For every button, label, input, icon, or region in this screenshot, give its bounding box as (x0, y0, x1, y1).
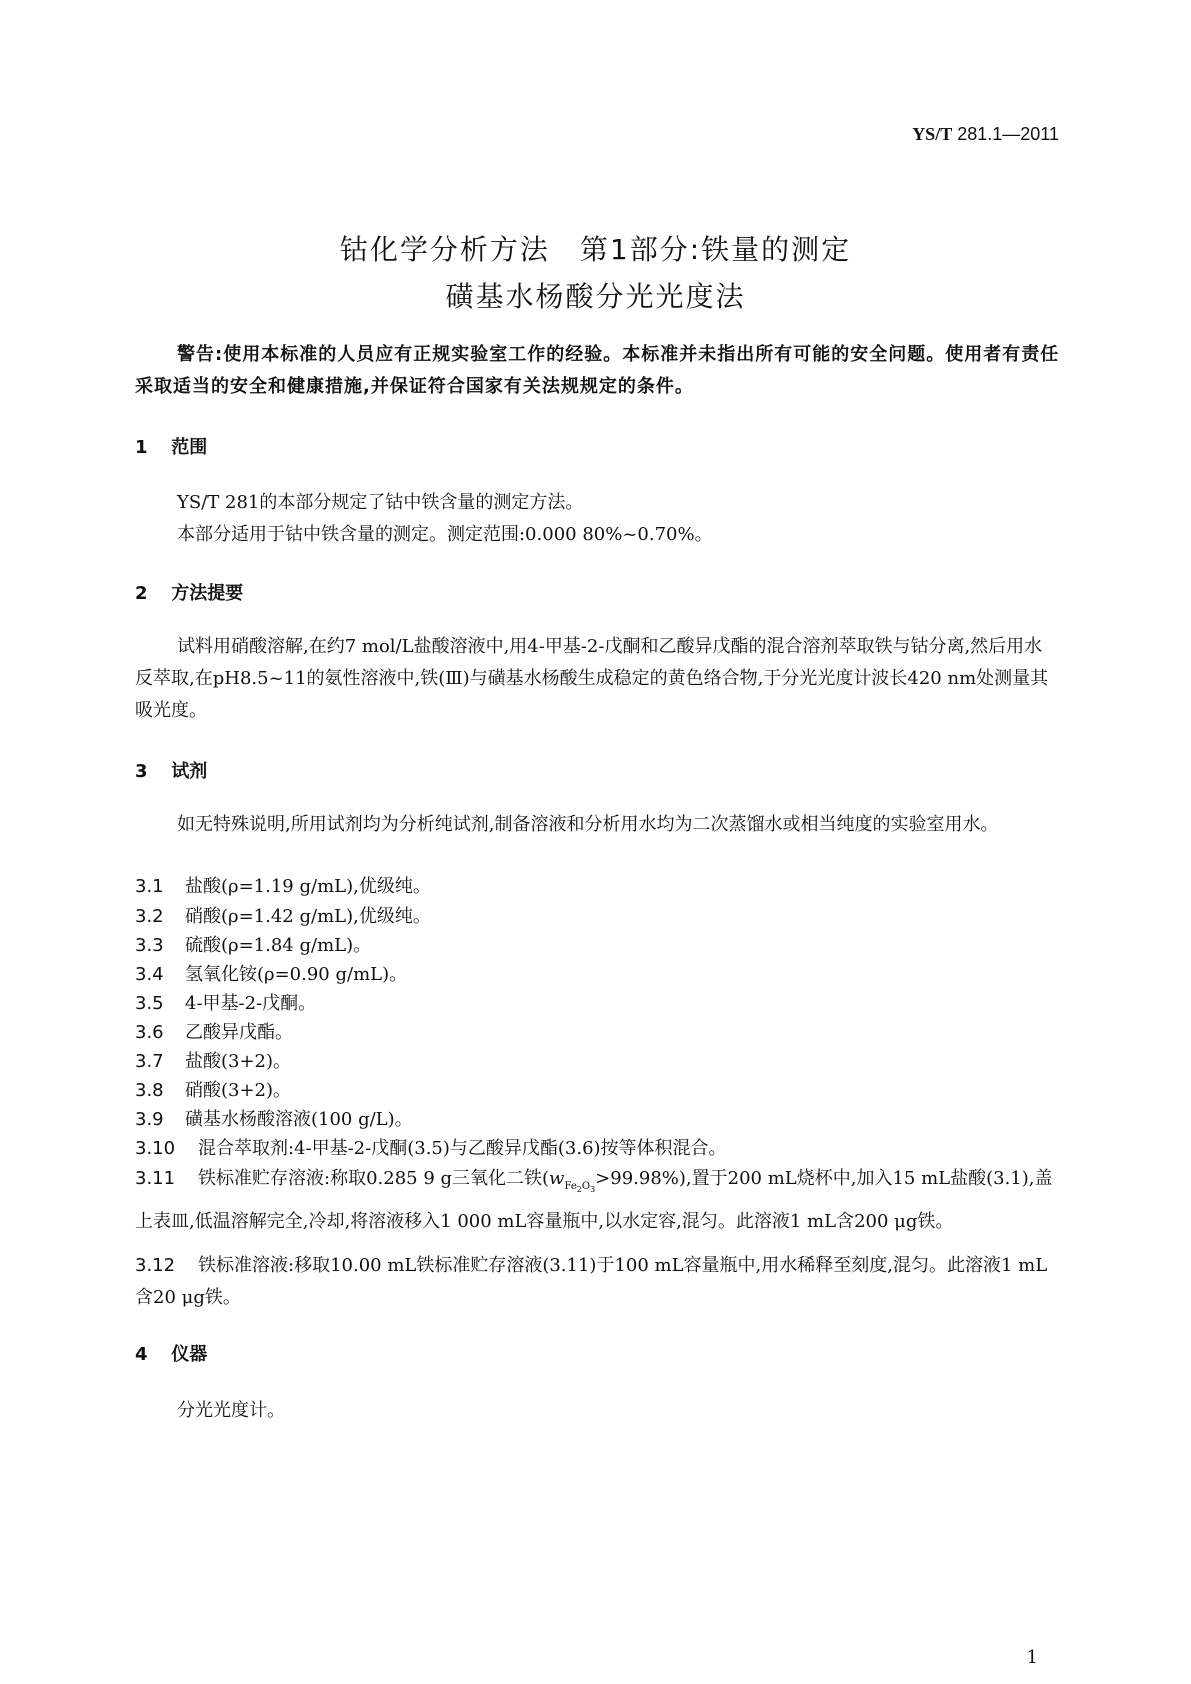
formula-2: 2 (576, 1184, 582, 1194)
reagent-text-part2: >99.98%),置于200 mL烧杯中,加入15 mL盐酸(3.1),盖上表皿,低温溶解完全,冷却,将溶液移入1 000 mL容量瓶中,以水定容,混匀。此溶液1 mL含200 μg铁。 (135, 1168, 1053, 1232)
reagent-number: 3.5 (135, 993, 164, 1014)
page-number: 1 (1026, 1647, 1038, 1668)
reagent-number: 3.6 (135, 1022, 164, 1043)
reagent-item (135, 959, 1060, 991)
section-title: 试剂 (171, 761, 208, 782)
reagent-text: 磺基水杨酸溶液(100 g/L)。 (185, 1109, 413, 1130)
section-heading-scope (135, 433, 207, 459)
reagent-number: 3.2 (135, 906, 164, 927)
reagent-number: 3.3 (135, 935, 164, 956)
reagent-number: 3.4 (135, 964, 164, 985)
scope-paragraph-2: 本部分适用于钴中铁含量的测定。测定范围:0.000 80%~0.70%。 (177, 524, 713, 545)
standard-code (912, 124, 1059, 145)
reagent-text: 硝酸(3+2)。 (185, 1080, 292, 1101)
section-number: 3 (135, 761, 148, 782)
reagent-text: 盐酸(3+2)。 (185, 1051, 292, 1072)
standard-number: 281.1—2011 (957, 124, 1059, 144)
reagent-item (135, 1017, 1060, 1049)
reagent-item (135, 901, 1060, 933)
reagent-text: 硫酸(ρ=1.84 g/mL)。 (185, 935, 372, 956)
warning-paragraph: 警告:使用本标准的人员应有正规实验室工作的经验。本标准并未指出所有可能的安全问题。使用者有责任采取适当的安全和健康措施,并保证符合国家有关法规规定的条件。 (135, 344, 1060, 397)
reagent-number: 3.12 (135, 1255, 176, 1276)
document-title-line1: 钴化学分析方法 第1部分:铁量的测定 (339, 233, 852, 266)
section-heading-reagents (135, 757, 207, 783)
reagent-item (135, 988, 1060, 1020)
section-number: 4 (135, 1344, 148, 1365)
reagent-item-iron-stock-solution (135, 1163, 1060, 1238)
instrument-paragraph: 分光光度计。 (177, 1400, 285, 1421)
reagent-text: 混合萃取剂:4-甲基-2-戊酮(3.5)与乙酸异戊酯(3.6)按等体积混合。 (198, 1138, 727, 1159)
reagent-item (135, 1104, 1060, 1136)
section-heading-principle (135, 579, 243, 605)
reagent-text: 盐酸(ρ=1.19 g/mL),优级纯。 (185, 876, 431, 897)
reagent-number: 3.11 (135, 1168, 176, 1189)
reagent-item-iron-standard-solution (135, 1250, 1060, 1314)
section-title: 仪器 (171, 1344, 208, 1365)
formula-3: 3 (590, 1184, 596, 1194)
reagent-number: 3.7 (135, 1051, 164, 1072)
reagent-item (135, 871, 1060, 903)
formula-fe: Fe (564, 1180, 577, 1192)
reagent-text: 4-甲基-2-戊酮。 (185, 993, 317, 1014)
section-number: 2 (135, 583, 148, 604)
reagent-text: 硝酸(ρ=1.42 g/mL),优级纯。 (185, 906, 431, 927)
formula-subscript (564, 1181, 595, 1192)
document-title-line2: 磺基水杨酸分光光度法 (445, 280, 746, 313)
reagents-intro: 如无特殊说明,所用试剂均为分析纯试剂,制备溶液和分析用水均为二次蒸馏水或相当纯度的实验室用水。 (177, 814, 999, 835)
section-heading-instruments (135, 1340, 207, 1366)
formula-o: O (581, 1180, 591, 1192)
reagent-number: 3.8 (135, 1080, 164, 1101)
section-title: 范围 (171, 437, 208, 458)
reagent-number: 3.9 (135, 1109, 164, 1130)
reagent-number: 3.1 (135, 876, 164, 897)
reagent-text: 铁标准溶液:移取10.00 mL铁标准贮存溶液(3.11)于100 mL容量瓶中,用水稀释至刻度,混匀。此溶液1 mL含20 μg铁。 (135, 1255, 1048, 1308)
reagent-item (135, 1133, 1060, 1165)
reagent-number: 3.10 (135, 1138, 176, 1159)
scope-paragraph-1: YS/T 281的本部分规定了钴中铁含量的测定方法。 (177, 492, 584, 513)
mass-fraction-symbol: w (549, 1168, 565, 1189)
reagent-item (135, 1075, 1060, 1107)
section-title: 方法提要 (171, 583, 244, 604)
standard-prefix: YS/T (912, 124, 953, 144)
reagent-text: 乙酸异戊酯。 (185, 1022, 293, 1043)
reagent-item (135, 930, 1060, 962)
reagent-text: 氢氧化铵(ρ=0.90 g/mL)。 (185, 964, 408, 985)
section-number: 1 (135, 437, 148, 458)
reagent-text-part1: 铁标准贮存溶液:称取0.285 9 g三氧化二铁( (198, 1168, 550, 1189)
reagent-item (135, 1046, 1060, 1078)
principle-paragraph: 试料用硝酸溶解,在约7 mol/L盐酸溶液中,用4-甲基-2-戊酮和乙酸异戊酯的混合溶剂萃取铁与钴分离,然后用水反萃取,在pH8.5~11的氨性溶液中,铁(Ⅲ)与磺基水杨酸生成稳定的黄色络合物,于分光光度计波长420 nm处测量其吸光度。 (135, 636, 1049, 721)
